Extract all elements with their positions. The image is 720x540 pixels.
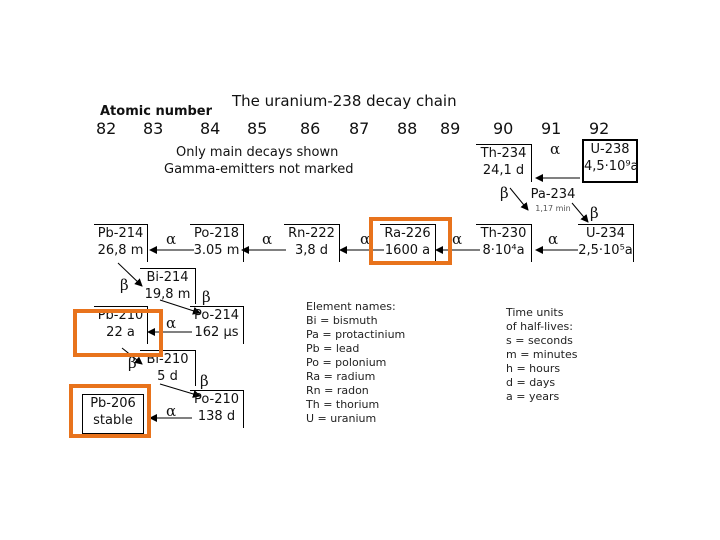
nuclide-name: Th-234 — [480, 146, 527, 161]
atomic-number-83: 83 — [143, 119, 164, 138]
nuclide-name: Ra-226 — [384, 226, 431, 241]
beta-label: β — [500, 184, 509, 202]
legend-line: m = minutes — [506, 348, 578, 361]
nuclide-name: Th-230 — [480, 226, 527, 241]
nuclide-half-life: 138 d — [197, 409, 236, 424]
nuclide-half-life: 4,5·10⁹a — [584, 159, 639, 174]
atomic-number-85: 85 — [247, 119, 268, 138]
nuclide-u238 — [582, 139, 638, 183]
alpha-label: α — [166, 230, 177, 248]
beta-label: β — [200, 372, 209, 390]
nuclide-half-life: 2,5·10⁵a — [578, 243, 633, 258]
nuclide-half-life: 3.05 m — [193, 243, 240, 258]
nuclide-po210 — [190, 390, 244, 428]
atomic-number-91: 91 — [541, 119, 562, 138]
diagram-title: The uranium-238 decay chain — [232, 92, 457, 110]
legend-line: Element names: — [306, 300, 396, 313]
legend-element-names — [306, 300, 405, 426]
nuclide-bi214 — [140, 268, 196, 304]
nuclide-po218 — [190, 224, 244, 262]
legend-line: Po = polonium — [306, 356, 387, 369]
nuclide-name: Po-210 — [193, 392, 240, 407]
atomic-number-84: 84 — [200, 119, 221, 138]
nuclide-name: Pb-206 — [90, 396, 136, 411]
legend-line: U = uranium — [306, 412, 377, 425]
nuclide-u234 — [578, 224, 634, 262]
nuclide-th230 — [476, 224, 532, 262]
highlight-pb206 — [69, 384, 151, 438]
legend-line: s = seconds — [506, 334, 573, 347]
nuclide-half-life: 19,8 m — [144, 287, 191, 302]
atomic-number-86: 86 — [300, 119, 321, 138]
nuclide-half-life: 22 a — [106, 325, 135, 340]
atomic-number-87: 87 — [349, 119, 370, 138]
legend-line: a = years — [506, 390, 560, 403]
atomic-number-88: 88 — [397, 119, 418, 138]
nuclide-name: U-234 — [585, 226, 626, 241]
nuclide-half-life: 8·10⁴a — [482, 243, 525, 258]
nuclide-name: Pb-214 — [97, 226, 144, 241]
nuclide-th234 — [476, 144, 532, 182]
legend-line: Th = thorium — [306, 398, 380, 411]
nuclide-half-life: 1600 a — [384, 243, 431, 258]
nuclide-half-life: stable — [93, 413, 133, 428]
nuclide-po214 — [190, 306, 244, 344]
atomic-number-90: 90 — [493, 119, 514, 138]
atomic-number-82: 82 — [96, 119, 117, 138]
legend-line: Bi = bismuth — [306, 314, 378, 327]
note-main-decays: Only main decays shown — [176, 145, 339, 160]
alpha-label: α — [452, 230, 463, 248]
nuclide-pa234 — [526, 188, 580, 218]
nuclide-half-life: 1,17 min — [535, 204, 571, 213]
nuclide-name: Pb-210 — [97, 308, 144, 323]
nuclide-name: Bi-210 — [146, 352, 189, 367]
nuclide-half-life: 3,8 d — [294, 243, 329, 258]
nuclide-pb214 — [94, 224, 148, 262]
nuclide-name: Bi-214 — [146, 270, 189, 285]
nuclide-half-life: 162 μs — [194, 325, 239, 340]
legend-line: h = hours — [506, 362, 561, 375]
nuclide-name: Po-218 — [193, 226, 240, 241]
atomic-number-92: 92 — [589, 119, 610, 138]
alpha-label: α — [550, 140, 561, 158]
legend-line: Time units — [506, 306, 564, 319]
nuclide-half-life: 5 d — [157, 369, 178, 384]
atomic-number-label: Atomic number — [100, 104, 213, 119]
nuclide-name: Pa-234 — [530, 187, 576, 202]
beta-label: β — [128, 354, 137, 372]
beta-label: β — [120, 276, 129, 294]
legend-line: Pb = lead — [306, 342, 360, 355]
beta-label: β — [590, 204, 599, 222]
nuclide-half-life: 24,1 d — [482, 163, 525, 178]
atomic-number-89: 89 — [440, 119, 461, 138]
highlight-ra226 — [369, 217, 452, 265]
legend-line: Rn = radon — [306, 384, 369, 397]
highlight-pb210 — [73, 309, 163, 357]
nuclide-half-life: 26,8 m — [97, 243, 144, 258]
alpha-label: α — [166, 402, 177, 420]
alpha-label: α — [262, 230, 273, 248]
nuclide-name: Rn-222 — [288, 226, 335, 241]
legend-line: Pa = protactinium — [306, 328, 406, 341]
legend-line: Ra = radium — [306, 370, 376, 383]
alpha-label: α — [360, 230, 371, 248]
nuclide-rn222 — [284, 224, 340, 262]
beta-label: β — [202, 288, 211, 306]
note-gamma: Gamma-emitters not marked — [164, 162, 354, 177]
legend-line: d = days — [506, 376, 556, 389]
legend-line: of half-lives: — [506, 320, 573, 333]
legend-time-units — [506, 306, 577, 404]
nuclide-name: U-238 — [590, 142, 630, 157]
nuclide-name: Po-214 — [193, 308, 240, 323]
alpha-label: α — [548, 230, 559, 248]
alpha-label: α — [166, 314, 177, 332]
